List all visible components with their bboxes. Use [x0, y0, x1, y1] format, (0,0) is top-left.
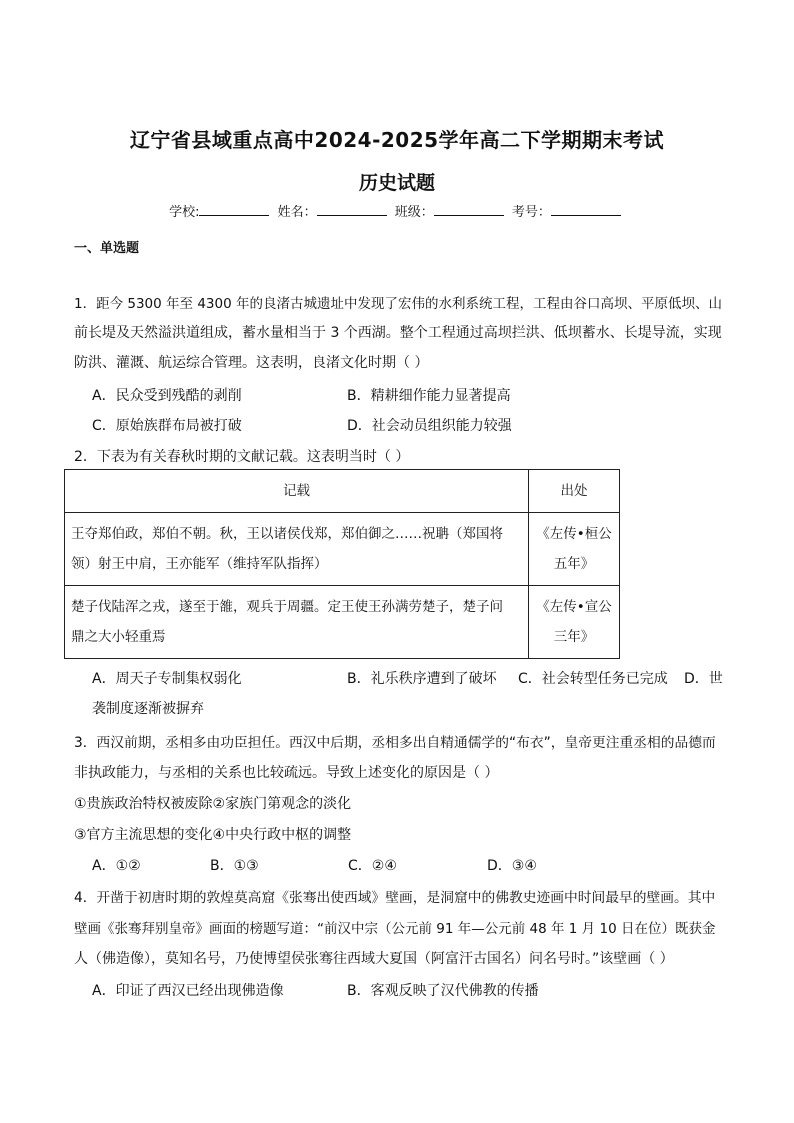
table-header-source: 出处 [529, 470, 620, 513]
table-header-row [65, 470, 620, 513]
q1-line-1: 1．距今 5300 年至 4300 年的良渚古城遗址中发现了宏伟的水利系统工程，工程由谷口高坝、平原低坝、山 [74, 296, 722, 312]
source-line: 《左传•桓公 [536, 526, 612, 542]
q2-stem: 2．下表为有关春秋时期的文献记载。这表明当时（ ） [74, 449, 410, 465]
q4-line-1: 4．开凿于初唐时期的敦煌莫高窟《张骞出使西域》壁画，是洞窟中的佛教史迹画中时间最早的壁画。其中 [74, 890, 716, 906]
source-line: 五年》 [553, 556, 595, 572]
q3-line-1: 3．西汉前期，丞相多由功臣担任。西汉中后期，丞相多出自精通儒学的“布衣”，皇帝更注重丞相的品德而 [74, 735, 716, 751]
q1-line-3: 防洪、灌溉、航运综合管理。这表明，良渚文化时期（ ） [74, 355, 429, 371]
table-row [65, 513, 620, 586]
q2-option-c[interactable]: C．社会转型任务已完成 [518, 671, 668, 687]
q1-option-b[interactable]: B．精耕细作能力显著提高 [347, 388, 511, 404]
q4-line-2: 壁画《张骞拜别皇帝》画面的榜题写道：“前汉中宗（公元前 91 年—公元前 48 年 1 月 10 日在位）既获金 [74, 921, 716, 937]
q3-option-c[interactable]: C．②④ [348, 858, 397, 874]
q1-line-2: 前长堤及天然溢洪道组成，蓄水量相当于 3 个西湖。整个工程通过高坝拦洪、低坝蓄水、长堤导流，实现 [74, 325, 722, 341]
table-cell-source [529, 513, 620, 586]
q3-line-2: 非执政能力，与丞相的关系也比较疏远。导致上述变化的原因是（ ） [74, 765, 499, 781]
q1-option-a[interactable]: A．民众受到残酷的剥削 [92, 388, 242, 404]
exam-subtitle: 历史试题 [358, 172, 435, 194]
q2-option-d-continued: 袭制度逐渐被摒弃 [92, 701, 204, 717]
q2-option-d[interactable]: D．世 [684, 671, 723, 687]
table-cell-source [529, 586, 620, 659]
record-line: 王夺郑伯政，郑伯不朝。秋，王以诸侯伐郑，郑伯御之……祝聃（郑国将 [71, 526, 503, 542]
exam-number-blank[interactable] [551, 202, 621, 216]
q4-option-b[interactable]: B．客观反映了汉代佛教的传播 [347, 983, 539, 999]
record-line: 领）射王中肩，王亦能军（维持军队指挥） [71, 556, 328, 572]
q3-option-d[interactable]: D．③④ [487, 858, 537, 874]
school-label: 学校: [169, 205, 200, 220]
q2-option-b[interactable]: B．礼乐秩序遭到了破坏 [347, 671, 497, 687]
exam-title: 辽宁省县域重点高中2024-2025学年高二下学期期末考试 [129, 128, 665, 152]
student-info-row [0, 201, 794, 220]
q1-option-c[interactable]: C．原始族群布局被打破 [92, 418, 242, 434]
record-line: 鼎之大小轻重焉 [71, 629, 166, 645]
class-blank[interactable] [434, 202, 504, 216]
section-title: 一、单选题 [74, 241, 140, 256]
table-header-record: 记载 [65, 470, 529, 513]
q3-option-a[interactable]: A．①② [92, 858, 141, 874]
table-cell-record [65, 586, 529, 659]
record-line: 楚子伐陆浑之戎，遂至于雒，观兵于周疆。定王使王孙满劳楚子，楚子问 [71, 599, 503, 615]
source-line: 《左传•宣公 [536, 599, 612, 615]
table-row [65, 586, 620, 659]
name-blank[interactable] [317, 202, 387, 216]
table-cell-record [65, 513, 529, 586]
q4-line-3: 人（佛造像），莫知名号，乃使博望侯张骞往西域大夏国（阿富汗古国名）问名号时。”该壁画（ ） [74, 951, 674, 967]
q2-option-a[interactable]: A．周天子专制集权弱化 [92, 671, 242, 687]
q1-option-d[interactable]: D．社会动员组织能力较强 [347, 418, 512, 434]
name-label: 姓名： [277, 205, 317, 220]
q3-item-1: ①贵族政治特权被废除②家族门第观念的淡化 [74, 796, 352, 812]
school-blank[interactable] [199, 202, 269, 216]
source-line: 三年》 [553, 629, 595, 645]
q4-option-a[interactable]: A．印证了西汉已经出现佛造像 [92, 983, 284, 999]
q3-option-b[interactable]: B．①③ [210, 858, 259, 874]
exam-number-label: 考号： [511, 205, 551, 220]
q2-table [64, 469, 620, 659]
q3-item-2: ③官方主流思想的变化④中央行政中枢的调整 [74, 827, 352, 843]
class-label: 班级： [394, 205, 434, 220]
